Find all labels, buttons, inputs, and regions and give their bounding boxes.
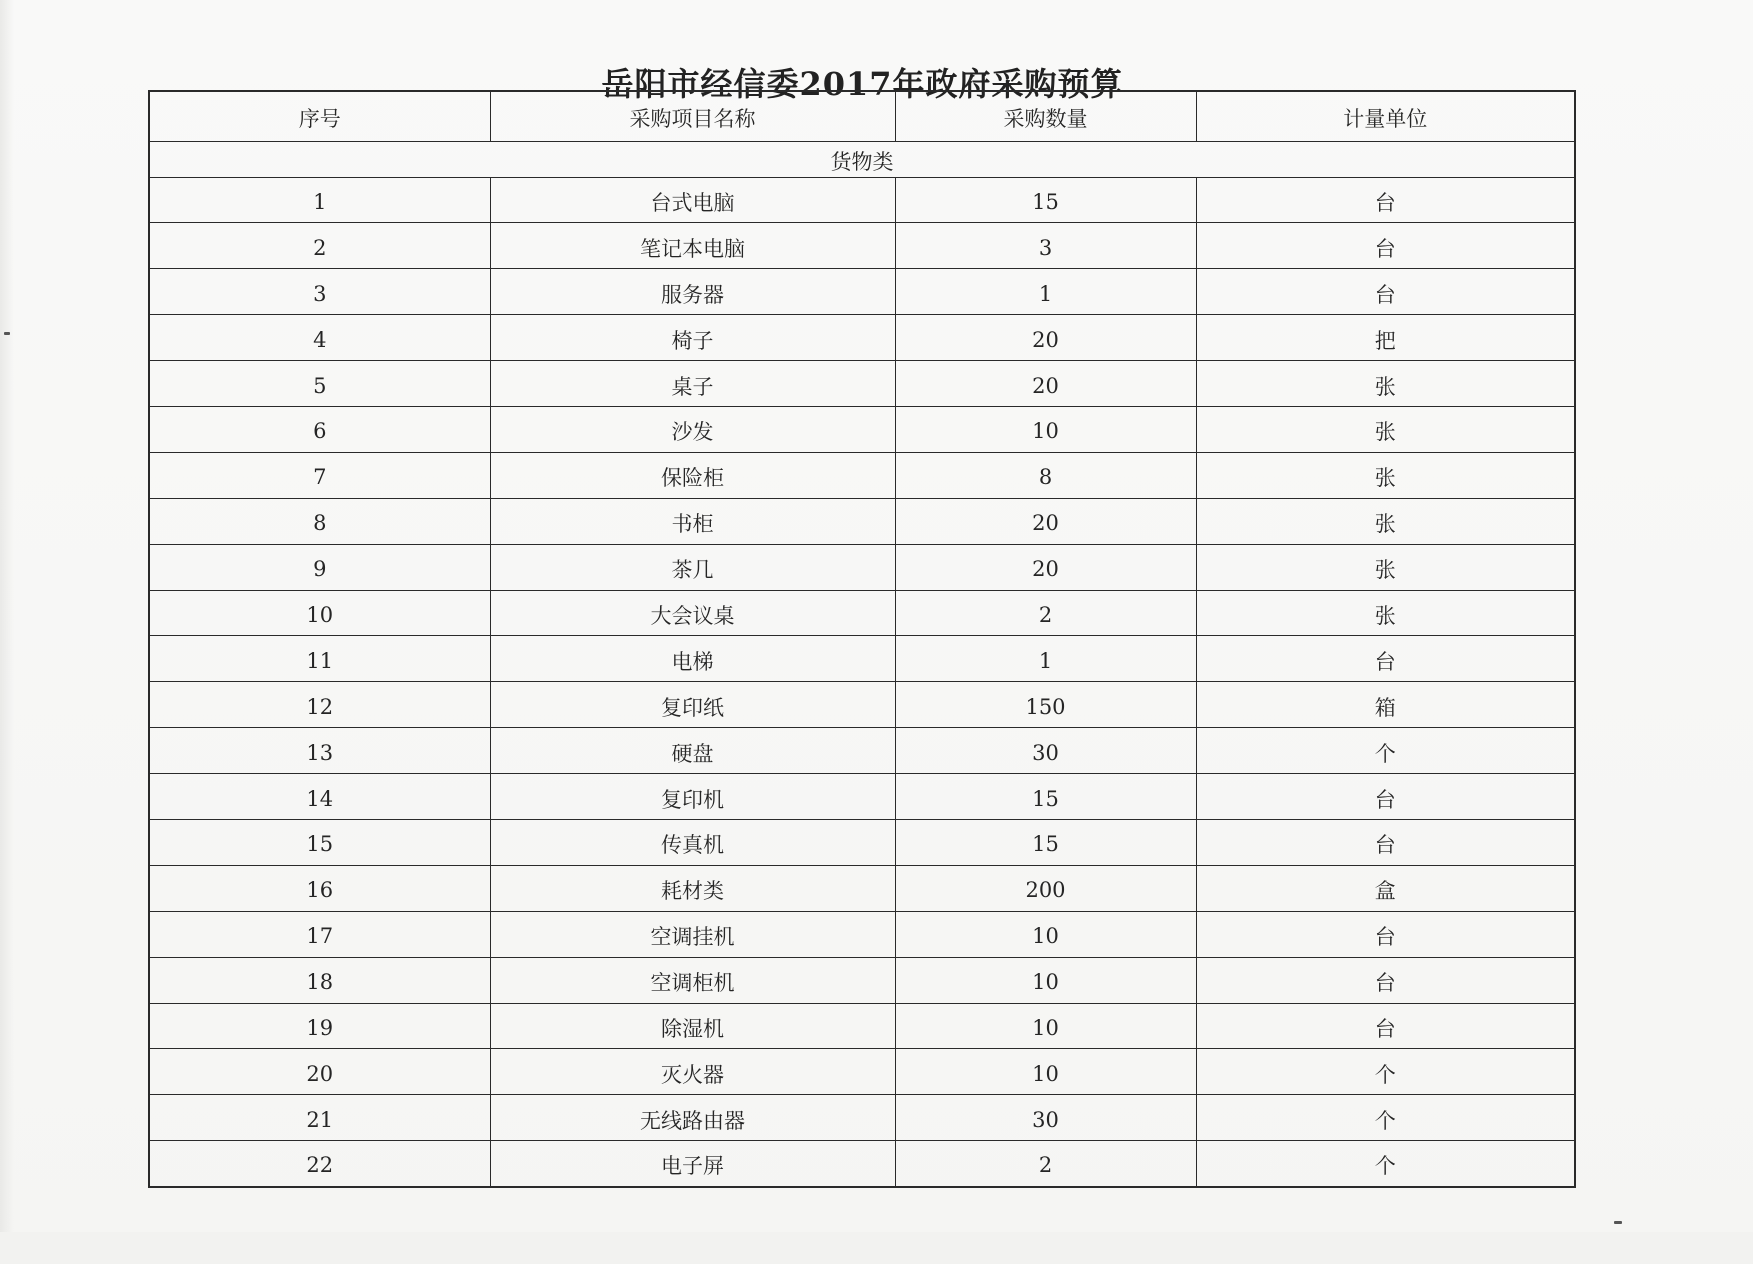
table-row [149,682,1575,728]
cell-item-name: 硬盘 [490,728,895,774]
cell-item-name: 空调挂机 [490,911,895,957]
cell-unit: 个 [1196,1141,1575,1187]
table-row [149,728,1575,774]
cell-index: 6 [149,406,490,452]
cell-unit: 箱 [1196,682,1575,728]
table-row [149,452,1575,498]
table-row [149,177,1575,223]
table-row [149,590,1575,636]
cell-item-name: 传真机 [490,819,895,865]
cell-index: 8 [149,498,490,544]
cell-unit: 张 [1196,590,1575,636]
table-row [149,1095,1575,1141]
table-row [149,406,1575,452]
cell-unit: 台 [1196,223,1575,269]
table-row [149,1141,1575,1187]
cell-quantity: 20 [895,361,1196,407]
cell-item-name: 保险柜 [490,452,895,498]
cell-unit: 张 [1196,361,1575,407]
table-row [149,223,1575,269]
scan-speck [1614,1221,1622,1224]
cell-index: 20 [149,1049,490,1095]
cell-quantity: 1 [895,269,1196,315]
document-title: 岳阳市经信委2017年政府采购预算 [601,65,1124,104]
cell-index: 4 [149,315,490,361]
cell-quantity: 2 [895,590,1196,636]
cell-item-name: 服务器 [490,269,895,315]
cell-index: 15 [149,819,490,865]
table-row [149,361,1575,407]
cell-index: 13 [149,728,490,774]
cell-quantity: 150 [895,682,1196,728]
cell-quantity: 8 [895,452,1196,498]
cell-item-name: 灭火器 [490,1049,895,1095]
cell-item-name: 椅子 [490,315,895,361]
cell-unit: 台 [1196,819,1575,865]
cell-quantity: 10 [895,957,1196,1003]
cell-index: 14 [149,774,490,820]
cell-index: 21 [149,1095,490,1141]
header-item-name: 采购项目名称 [490,91,895,141]
cell-quantity: 20 [895,498,1196,544]
cell-unit: 个 [1196,728,1575,774]
cell-item-name: 书柜 [490,498,895,544]
cell-index: 5 [149,361,490,407]
cell-quantity: 30 [895,728,1196,774]
cell-unit: 把 [1196,315,1575,361]
cell-item-name: 桌子 [490,361,895,407]
cell-index: 19 [149,1003,490,1049]
cell-quantity: 10 [895,1049,1196,1095]
cell-quantity: 10 [895,406,1196,452]
cell-item-name: 大会议桌 [490,590,895,636]
cell-quantity: 20 [895,544,1196,590]
cell-unit: 台 [1196,636,1575,682]
cell-item-name: 复印机 [490,774,895,820]
cell-item-name: 台式电脑 [490,177,895,223]
cell-index: 7 [149,452,490,498]
cell-item-name: 耗材类 [490,865,895,911]
cell-unit: 张 [1196,498,1575,544]
cell-item-name: 除湿机 [490,1003,895,1049]
scan-shadow-left [0,0,14,1264]
table-row [149,636,1575,682]
cell-item-name: 笔记本电脑 [490,223,895,269]
table-header-row [149,91,1575,141]
cell-item-name: 电梯 [490,636,895,682]
cell-item-name: 无线路由器 [490,1095,895,1141]
cell-index: 18 [149,957,490,1003]
cell-index: 17 [149,911,490,957]
cell-unit: 盒 [1196,865,1575,911]
table-row [149,957,1575,1003]
table-row [149,1003,1575,1049]
table-row [149,1049,1575,1095]
cell-quantity: 1 [895,636,1196,682]
cell-index: 10 [149,590,490,636]
cell-index: 2 [149,223,490,269]
cell-item-name: 茶几 [490,544,895,590]
cell-quantity: 15 [895,819,1196,865]
table-row [149,774,1575,820]
header-unit: 计量单位 [1196,91,1575,141]
cell-index: 3 [149,269,490,315]
category-row [149,141,1575,177]
cell-quantity: 2 [895,1141,1196,1187]
cell-item-name: 电子屏 [490,1141,895,1187]
cell-unit: 张 [1196,452,1575,498]
cell-quantity: 15 [895,177,1196,223]
header-quantity: 采购数量 [895,91,1196,141]
cell-unit: 张 [1196,406,1575,452]
cell-index: 1 [149,177,490,223]
cell-unit: 个 [1196,1095,1575,1141]
cell-quantity: 10 [895,1003,1196,1049]
table-row [149,544,1575,590]
procurement-budget-table [148,90,1576,1188]
cell-index: 16 [149,865,490,911]
table-row [149,865,1575,911]
cell-quantity: 10 [895,911,1196,957]
cell-item-name: 复印纸 [490,682,895,728]
cell-index: 11 [149,636,490,682]
table-row [149,819,1575,865]
cell-quantity: 15 [895,774,1196,820]
cell-quantity: 20 [895,315,1196,361]
cell-item-name: 沙发 [490,406,895,452]
table-row [149,911,1575,957]
cell-index: 22 [149,1141,490,1187]
cell-unit: 台 [1196,957,1575,1003]
cell-unit: 台 [1196,774,1575,820]
table-row [149,269,1575,315]
table-row [149,315,1575,361]
cell-unit: 个 [1196,1049,1575,1095]
cell-item-name: 空调柜机 [490,957,895,1003]
cell-unit: 张 [1196,544,1575,590]
cell-quantity: 3 [895,223,1196,269]
cell-quantity: 30 [895,1095,1196,1141]
cell-unit: 台 [1196,269,1575,315]
cell-unit: 台 [1196,1003,1575,1049]
scan-speck [4,332,10,335]
table-row [149,498,1575,544]
cell-index: 12 [149,682,490,728]
cell-unit: 台 [1196,177,1575,223]
cell-quantity: 200 [895,865,1196,911]
cell-index: 9 [149,544,490,590]
header-index: 序号 [149,91,490,141]
cell-unit: 台 [1196,911,1575,957]
category-label: 货物类 [149,141,1575,177]
scan-shadow-bottom [0,1232,1753,1264]
